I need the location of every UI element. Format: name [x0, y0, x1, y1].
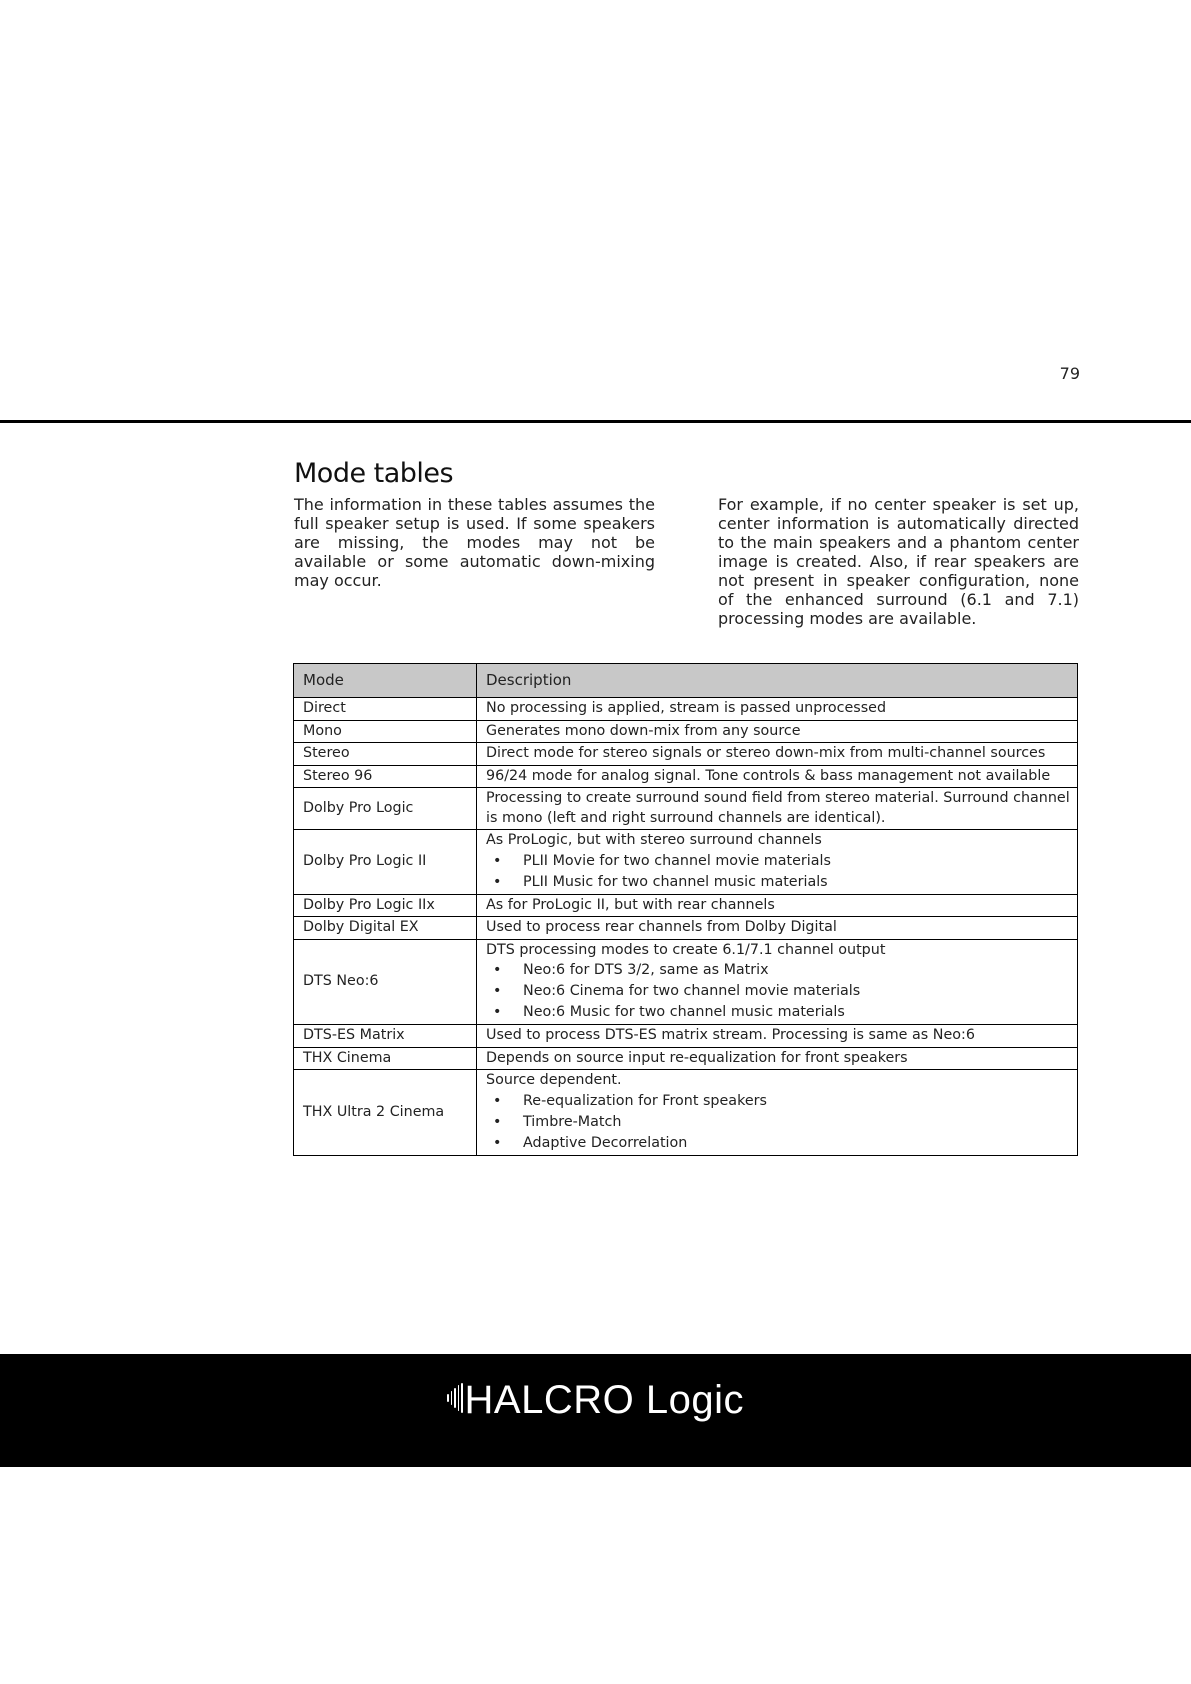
mode-cell: Stereo	[294, 743, 477, 766]
table-row	[294, 894, 1078, 917]
mode-cell: Dolby Digital EX	[294, 917, 477, 940]
logo-text: HALCRO Logic	[464, 1378, 744, 1422]
table-row	[294, 788, 1078, 830]
halcro-logo	[0, 1378, 1191, 1423]
mode-cell: Dolby Pro Logic IIx	[294, 894, 477, 917]
table-row	[294, 917, 1078, 940]
table-body	[294, 698, 1078, 1156]
footer-bar	[0, 1354, 1191, 1467]
mode-cell: Dolby Pro Logic	[294, 788, 477, 830]
mode-tables-section	[294, 458, 1079, 628]
bullet-item: • Timbre-Match	[486, 1112, 1071, 1133]
header-rule	[0, 420, 1191, 423]
description-text: Generates mono down-mix from any source	[486, 722, 801, 739]
description-text: No processing is applied, stream is passed unprocessed	[486, 700, 887, 716]
description-cell	[477, 720, 1078, 743]
mode-cell: DTS-ES Matrix	[294, 1025, 477, 1048]
bullet-item: • Neo:6 Cinema for two channel movie materials	[486, 981, 1071, 1002]
mode-cell: THX Cinema	[294, 1047, 477, 1070]
table-header-row	[294, 664, 1078, 698]
description-text: Used to process rear channels from Dolby Digital	[486, 919, 837, 935]
header-description: Description	[477, 664, 1078, 698]
table-row	[294, 1025, 1078, 1048]
bullet-item: • Adaptive Decorrelation	[486, 1133, 1071, 1154]
table-row	[294, 743, 1078, 766]
description-text: Source dependent.	[486, 1072, 622, 1088]
description-cell	[477, 830, 1078, 895]
bullet-item: • Neo:6 for DTS 3/2, same as Matrix	[486, 960, 1071, 981]
description-bullets	[486, 960, 1071, 1023]
intro-right: For example, if no center speaker is set up, center information is automatically directed to the main speakers and a phantom center image is created. Also, if rear speakers are not present in speaker configuration, none of the enhanced surround (6.1 and 7.1) processing modes are available.	[718, 495, 1079, 628]
page-number: 79	[1059, 364, 1080, 383]
description-cell	[477, 1070, 1078, 1156]
description-cell	[477, 917, 1078, 940]
description-bullets	[486, 1091, 1071, 1154]
description-cell	[477, 894, 1078, 917]
description-text: Direct mode for stereo signals or stereo down-mix from multi-channel sources	[486, 745, 1046, 761]
mode-cell: DTS Neo:6	[294, 939, 477, 1025]
description-cell	[477, 939, 1078, 1025]
description-text: Used to process DTS-ES matrix stream. Processing is same as Neo:6	[486, 1027, 975, 1043]
description-cell	[477, 1047, 1078, 1070]
description-cell	[477, 1025, 1078, 1048]
description-cell	[477, 765, 1078, 788]
mode-cell: Direct	[294, 698, 477, 721]
description-bullets	[486, 851, 1071, 893]
mode-cell: Mono	[294, 720, 477, 743]
description-cell	[477, 743, 1078, 766]
bullet-item: • PLII Music for two channel music materials	[486, 872, 1071, 893]
table-row	[294, 1047, 1078, 1070]
description-text: 96/24 mode for analog signal. Tone controls & bass management not available	[486, 767, 1051, 784]
description-text: DTS processing modes to create 6.1/7.1 channel output	[486, 941, 886, 958]
mode-cell: Stereo 96	[294, 765, 477, 788]
bullet-item: • PLII Movie for two channel movie materials	[486, 851, 1071, 872]
description-text: Processing to create surround sound field from stereo material. Surround channel is mono (left and right surround channels are identical).	[486, 790, 1070, 826]
intro-left: The information in these tables assumes the full speaker setup is used. If some speakers are missing, the modes may not be available or some automatic down-mixing may occur.	[294, 495, 655, 590]
mode-table	[293, 663, 1078, 1156]
table-row	[294, 1070, 1078, 1156]
table-row	[294, 939, 1078, 1025]
table-row	[294, 720, 1078, 743]
header-mode: Mode	[294, 664, 477, 698]
mode-cell: THX Ultra 2 Cinema	[294, 1070, 477, 1156]
table-row	[294, 830, 1078, 895]
description-cell	[477, 698, 1078, 721]
section-title: Mode tables	[294, 458, 454, 489]
intro-columns	[294, 495, 1079, 628]
description-text: As for ProLogic II, but with rear channels	[486, 896, 775, 913]
bullet-item: • Neo:6 Music for two channel music materials	[486, 1002, 1071, 1023]
table-row	[294, 698, 1078, 721]
bullet-item: • Re-equalization for Front speakers	[486, 1091, 1071, 1112]
sound-wave-icon	[447, 1383, 463, 1413]
description-text: As ProLogic, but with stereo surround channels	[486, 832, 822, 848]
mode-cell: Dolby Pro Logic II	[294, 830, 477, 895]
description-cell	[477, 788, 1078, 830]
table-row	[294, 765, 1078, 788]
description-text: Depends on source input re-equalization for front speakers	[486, 1049, 908, 1066]
